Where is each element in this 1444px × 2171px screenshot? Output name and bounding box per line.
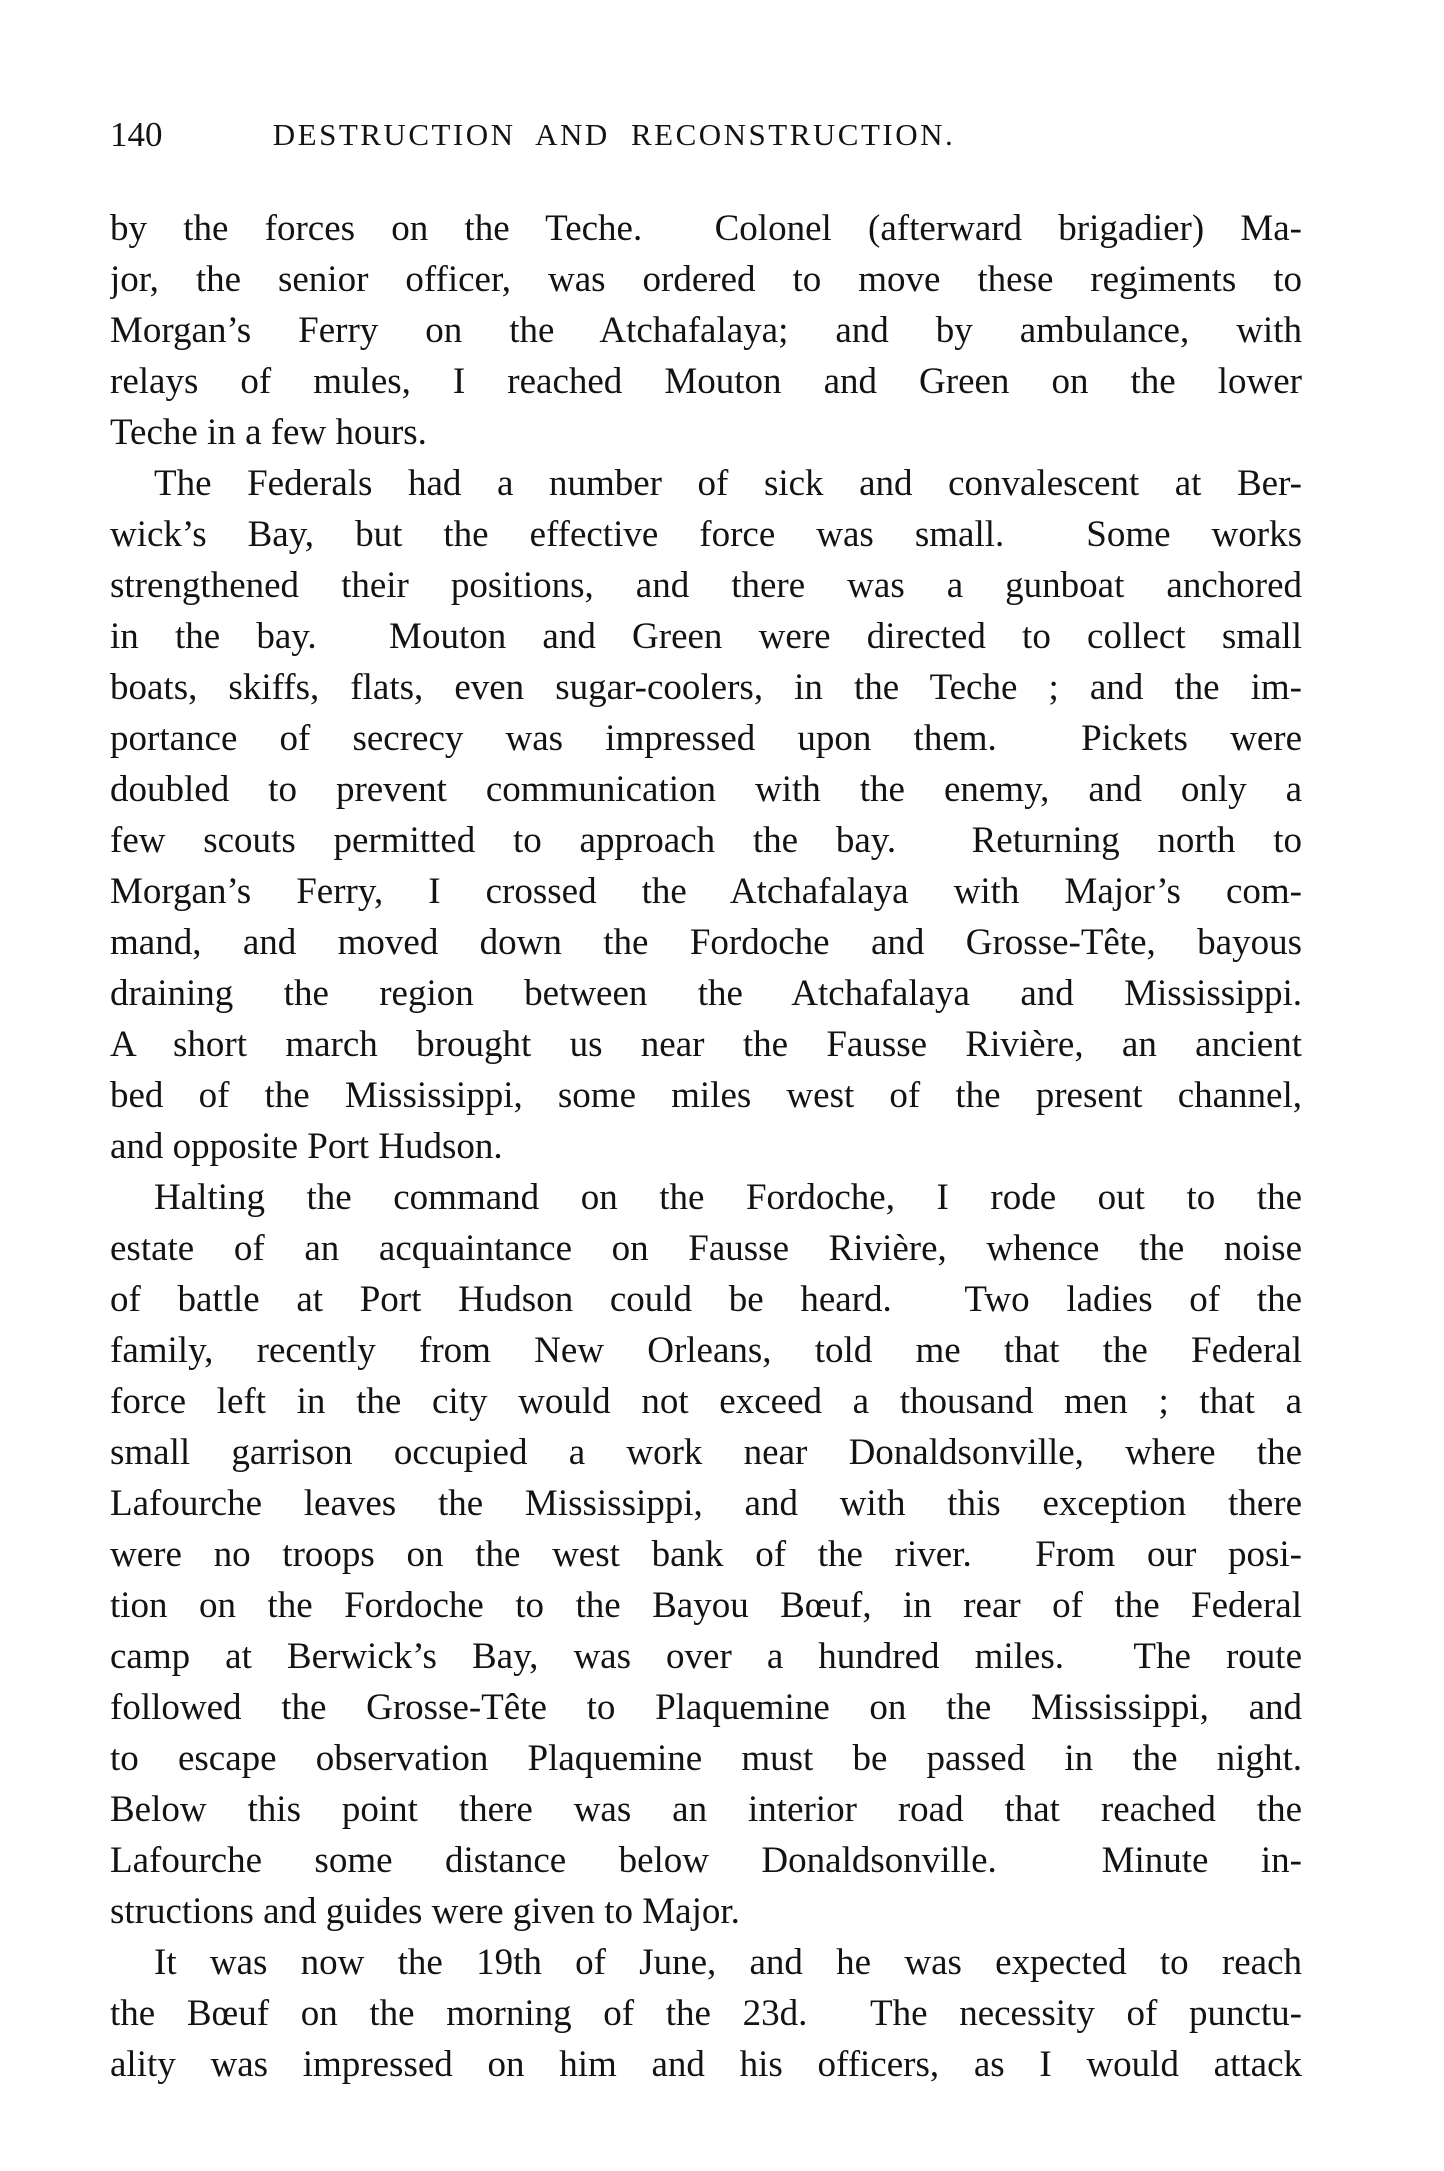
text-line: relays of mules, I reached Mouton and Green on the lower: [110, 361, 1302, 402]
text-line: The Federals had a number of sick and convalescent at Ber-: [154, 463, 1302, 504]
text-line: of battle at Port Hudson could be heard. Two ladies of the: [110, 1279, 1302, 1320]
paragraph: [110, 1172, 1302, 1937]
text-line: Morgan’s Ferry, I crossed the Atchafalaya with Major’s com-: [110, 871, 1302, 912]
text-line: small garrison occupied a work near Donaldsonville, where the: [110, 1432, 1302, 1473]
page-body: [110, 203, 1302, 2090]
text-line: doubled to prevent communication with the enemy, and only a: [110, 769, 1302, 810]
paragraph: [110, 458, 1302, 1172]
text-line: A short march brought us near the Fausse Rivière, an ancient: [110, 1024, 1302, 1065]
text-line: by the forces on the Teche. Colonel (afterward brigadier) Ma-: [110, 208, 1302, 249]
text-line: force left in the city would not exceed a thousand men ; that a: [110, 1381, 1302, 1422]
text-line: Halting the command on the Fordoche, I rode out to the: [154, 1177, 1302, 1218]
text-line: structions and guides were given to Major.: [110, 1891, 740, 1932]
text-line: in the bay. Mouton and Green were directed to collect small: [110, 616, 1302, 657]
text-line: strengthened their positions, and there was a gunboat anchored: [110, 565, 1302, 606]
text-line: were no troops on the west bank of the river. From our posi-: [110, 1534, 1302, 1575]
page-header: [0, 110, 1444, 158]
text-line: portance of secrecy was impressed upon them. Pickets were: [110, 718, 1302, 759]
text-line: and opposite Port Hudson.: [110, 1126, 503, 1167]
text-line: It was now the 19th of June, and he was expected to reach: [154, 1942, 1302, 1983]
paragraph: [110, 203, 1302, 458]
text-line: to escape observation Plaquemine must be passed in the night.: [110, 1738, 1302, 1779]
text-line: camp at Berwick’s Bay, was over a hundred miles. The route: [110, 1636, 1302, 1677]
text-line: tion on the Fordoche to the Bayou Bœuf, in rear of the Federal: [110, 1585, 1302, 1626]
paragraph: [110, 1937, 1302, 2090]
running-title: DESTRUCTION AND RECONSTRUCTION.: [272, 117, 956, 152]
text-line: jor, the senior officer, was ordered to move these regiments to: [110, 259, 1302, 300]
text-line: estate of an acquaintance on Fausse Rivière, whence the noise: [110, 1228, 1302, 1269]
text-line: mand, and moved down the Fordoche and Grosse-Tête, bayous: [110, 922, 1302, 963]
page-number: 140: [110, 115, 163, 154]
text-line: Morgan’s Ferry on the Atchafalaya; and by ambulance, with: [110, 310, 1302, 351]
text-line: few scouts permitted to approach the bay. Returning north to: [110, 820, 1302, 861]
text-line: Teche in a few hours.: [110, 412, 427, 453]
text-line: family, recently from New Orleans, told me that the Federal: [110, 1330, 1302, 1371]
text-line: bed of the Mississippi, some miles west of the present channel,: [110, 1075, 1302, 1116]
text-line: Below this point there was an interior road that reached the: [110, 1789, 1302, 1830]
text-line: ality was impressed on him and his officers, as I would attack: [110, 2044, 1302, 2085]
text-line: Lafourche some distance below Donaldsonville. Minute in-: [110, 1840, 1302, 1881]
text-line: Lafourche leaves the Mississippi, and with this exception there: [110, 1483, 1302, 1524]
text-line: wick’s Bay, but the effective force was small. Some works: [110, 514, 1302, 555]
text-line: the Bœuf on the morning of the 23d. The necessity of punctu-: [110, 1993, 1302, 2034]
text-line: draining the region between the Atchafalaya and Mississippi.: [110, 973, 1302, 1014]
text-line: followed the Grosse-Tête to Plaquemine on the Mississippi, and: [110, 1687, 1302, 1728]
text-line: boats, skiffs, flats, even sugar-coolers, in the Teche ; and the im-: [110, 667, 1302, 708]
